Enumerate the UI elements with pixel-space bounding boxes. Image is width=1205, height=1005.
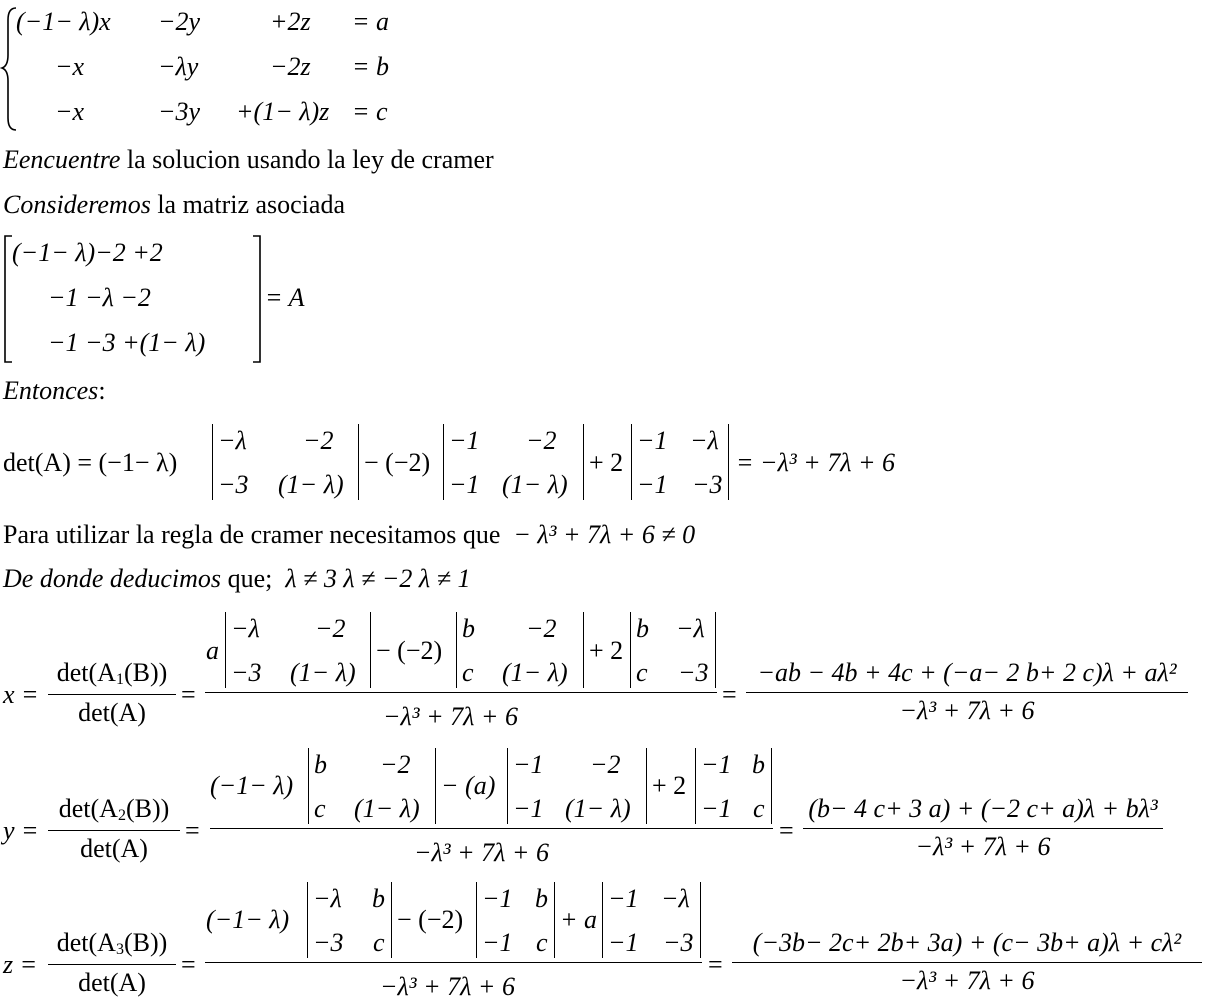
x-m1-a: −λ: [231, 614, 260, 643]
x-equals: =: [181, 680, 196, 709]
sys-r1-c3: +2z: [270, 7, 311, 36]
det-m1-a: −λ: [218, 426, 247, 455]
y-m2-left-bar: [507, 748, 508, 824]
z-op2: + a: [560, 905, 598, 934]
y-equals-2: =: [779, 816, 794, 845]
y-cramer-den: det(A): [80, 834, 148, 863]
y-m3-right-bar: [771, 748, 772, 824]
x-m3-b: −λ: [676, 614, 705, 643]
z-m3-right-bar: [700, 882, 701, 958]
z-cramer-fraction: [48, 930, 176, 996]
y-equals: =: [185, 816, 200, 845]
x-m2-b: −2: [526, 614, 557, 643]
x-main-fraction-bar: [205, 692, 717, 693]
left-brace: [2, 8, 16, 130]
z-result-num: (−3b− 2c+ 2b+ 3a) + (c− 3b+ a)λ + cλ²: [752, 928, 1182, 957]
y-main-den: −λ³ + 7λ + 6: [414, 838, 549, 867]
x-var: x =: [3, 680, 39, 709]
x-coef: a: [206, 636, 219, 665]
z-m3-d: −3: [663, 928, 694, 957]
y-coef: (−1− λ): [210, 771, 294, 800]
y-op1: − (a): [441, 771, 496, 800]
det-m1-right-bar: [358, 424, 359, 500]
z-m2-d: c: [536, 928, 548, 957]
y-op2: + 2: [652, 771, 687, 800]
det-m1-d: (1− λ): [278, 470, 344, 499]
x-m3-d: −3: [678, 658, 709, 687]
y-cramer-num: $\det(A_2(B))$: [58, 794, 170, 824]
y-m2-a: −1: [513, 750, 544, 779]
z-m2-a: −1: [482, 884, 513, 913]
sys-r3-c1: −x: [55, 97, 85, 126]
y-result-den: −λ³ + 7λ + 6: [915, 832, 1051, 861]
z-op1: − (−2): [397, 905, 464, 934]
z-equals: =: [181, 950, 196, 979]
y-m2-d: (1− λ): [565, 794, 631, 823]
x-cramer-fraction: [48, 660, 176, 726]
z-equals-2: =: [708, 950, 723, 979]
y-m3-a: −1: [701, 750, 732, 779]
sys-r2-c1: −x: [55, 52, 85, 81]
det-m2-b: −2: [526, 426, 557, 455]
matrix-row-2: −1 −λ −2: [48, 283, 151, 312]
y-result-num: (b− 4 c+ 3 a) + (−2 c+ a)λ + bλ³: [808, 794, 1158, 823]
z-result-fraction: [732, 930, 1202, 994]
sys-r2-c2: −λy: [158, 52, 199, 81]
y-m2-b: −2: [590, 750, 621, 779]
z-m3-c: −1: [608, 928, 639, 957]
deduce-line: De donde deducimos que; λ ≠ 3 λ ≠ −2 λ ≠ 1: [3, 564, 471, 593]
z-m3-b: −λ: [661, 884, 690, 913]
x-cramer-den: det(A): [78, 698, 146, 727]
z-main-den: −λ³ + 7λ + 6: [380, 972, 515, 1001]
det-rhs: = −λ³ + 7λ + 6: [736, 448, 895, 477]
y-result-fraction: [803, 796, 1163, 860]
x-m2-c: c: [462, 658, 474, 687]
z-m1-b: b: [372, 884, 385, 913]
matrix-row-3: −1 −3 +(1− λ): [48, 328, 206, 357]
z-m1-a: −λ: [313, 884, 342, 913]
det-m3-b: −λ: [690, 426, 719, 455]
y-m3-c: −1: [701, 794, 732, 823]
det-m1-left-bar: [212, 424, 213, 500]
x-result-fraction: [746, 660, 1188, 724]
sys-r3-c4: = c: [352, 97, 388, 126]
y-m2-c: −1: [513, 794, 544, 823]
x-equals-2: =: [722, 680, 737, 709]
x-m3-right-bar: [715, 612, 716, 688]
instruction-line: Eencuentre la solucion usando la ley de cramer: [3, 145, 494, 174]
det-m2-d: (1− λ): [502, 470, 568, 499]
sys-r3-c3: +(1− λ)z: [236, 97, 330, 126]
det-m1-b: −2: [303, 426, 334, 455]
para-line: Para utilizar la regla de cramer necesitamos que − λ³ + 7λ + 6 ≠ 0: [3, 520, 696, 549]
consider-line: Consideremos la matriz asociada: [3, 190, 345, 219]
y-m3-b: b: [752, 750, 765, 779]
z-main-fraction-bar: [205, 962, 702, 963]
x-op2: + 2: [589, 636, 624, 665]
z-m2-b: b: [535, 884, 548, 913]
det-m2-c: −1: [449, 470, 480, 499]
entonces-line: Entonces:: [3, 376, 106, 405]
x-result-num: −ab − 4b + 4c + (−a− 2 b+ 2 c)λ + aλ²: [757, 658, 1177, 687]
det-m2-right-bar: [583, 424, 584, 500]
x-result-den: −λ³ + 7λ + 6: [899, 696, 1035, 725]
y-m2-right-bar: [646, 748, 647, 824]
x-m2-a: b: [462, 614, 475, 643]
sys-r2-c3: −2z: [270, 52, 311, 81]
y-cramer-fraction: [48, 796, 180, 862]
det-m3-left-bar: [631, 424, 632, 500]
y-m3-d: c: [753, 794, 765, 823]
z-m1-right-bar: [391, 882, 392, 958]
x-op1: − (−2): [376, 636, 443, 665]
det-op1: − (−2): [364, 448, 431, 477]
det-m2-a: −1: [449, 426, 480, 455]
det-lhs: det(A) = (−1− λ): [3, 448, 178, 477]
det-m3-a: −1: [637, 426, 668, 455]
sys-r3-c2: −3y: [158, 97, 201, 126]
z-m2-left-bar: [476, 882, 477, 958]
y-m1-a: b: [314, 750, 327, 779]
z-result-den: −λ³ + 7λ + 6: [899, 966, 1035, 995]
x-m1-left-bar: [225, 612, 226, 688]
y-main-fraction-bar: [210, 828, 773, 829]
x-m2-right-bar: [583, 612, 584, 688]
y-m1-d: (1− λ): [354, 794, 420, 823]
matrix-right-bracket: [253, 236, 260, 362]
x-m1-c: −3: [231, 658, 262, 687]
x-m1-b: −2: [315, 614, 346, 643]
y-m1-right-bar: [435, 748, 436, 824]
z-m3-left-bar: [602, 882, 603, 958]
x-m1-right-bar: [370, 612, 371, 688]
x-m3-a: b: [636, 614, 649, 643]
y-m1-c: c: [314, 794, 326, 823]
matrix-equals-A: = A: [265, 283, 305, 312]
z-m1-left-bar: [307, 882, 308, 958]
det-m3-right-bar: [728, 424, 729, 500]
sys-r2-c4: = b: [352, 52, 390, 81]
y-m3-left-bar: [695, 748, 696, 824]
sys-r1-c2: −2y: [158, 7, 201, 36]
x-m3-c: c: [636, 658, 648, 687]
z-cramer-den: det(A): [78, 968, 146, 997]
y-var: y =: [3, 816, 39, 845]
z-m2-c: −1: [482, 928, 513, 957]
det-m3-c: −1: [637, 470, 668, 499]
x-m2-d: (1− λ): [502, 658, 568, 687]
y-m1-left-bar: [308, 748, 309, 824]
sys-r1-c1: (−1− λ)x: [16, 7, 111, 36]
z-m1-c: −3: [313, 928, 344, 957]
det-m2-left-bar: [443, 424, 444, 500]
z-m2-right-bar: [554, 882, 555, 958]
z-coef: (−1− λ): [206, 905, 290, 934]
z-var: z =: [3, 950, 38, 979]
x-m3-left-bar: [630, 612, 631, 688]
z-m1-d: c: [373, 928, 385, 957]
x-main-den: −λ³ + 7λ + 6: [383, 702, 518, 731]
x-m2-left-bar: [456, 612, 457, 688]
z-cramer-num: $\det(A_3(B))$: [56, 928, 168, 958]
x-cramer-num: $\det(A_1(B))$: [56, 658, 168, 688]
det-m1-c: −3: [218, 470, 249, 499]
y-m1-b: −2: [380, 750, 411, 779]
x-m1-d: (1− λ): [290, 658, 356, 687]
matrix-left-bracket: [5, 236, 12, 362]
det-op2: + 2: [589, 448, 624, 477]
z-m3-a: −1: [608, 884, 639, 913]
matrix-row-1: (−1− λ)−2 +2: [12, 238, 163, 267]
sys-r1-c4: = a: [352, 7, 390, 36]
det-m3-d: −3: [692, 470, 723, 499]
